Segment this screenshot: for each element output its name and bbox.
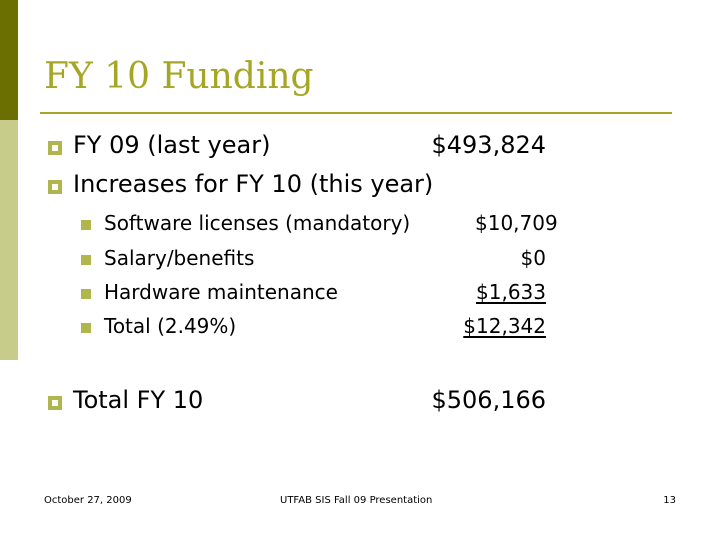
square-bullet-icon [48,180,62,194]
increases-label: Increases for FY 10 (this year) [73,170,434,198]
square-bullet-icon [81,255,91,265]
hardware-maintenance-label: Hardware maintenance [104,280,338,304]
sidebar-accent-light [0,120,18,360]
total-fy10-label: Total FY 10 [73,386,204,414]
square-bullet-icon [48,141,62,155]
square-bullet-icon [81,220,91,230]
square-bullet-icon [48,396,62,410]
subtotal-label: Total (2.49%) [104,314,237,338]
salary-benefits-value: $0 [520,246,546,270]
footer-title: UTFAB SIS Fall 09 Presentation [280,495,433,506]
software-licenses-label: Software licenses (mandatory) [104,211,411,235]
salary-benefits-label: Salary/benefits [104,246,255,270]
subtotal-value: $12,342 [463,314,546,338]
slide-title: FY 10 Funding [44,56,314,97]
fy09-label: FY 09 (last year) [73,131,271,159]
square-bullet-icon [81,289,91,299]
title-divider [40,112,672,114]
software-licenses-value: $10,709 [475,211,558,235]
square-bullet-icon [81,323,91,333]
hardware-maintenance-value: $1,633 [476,280,546,304]
footer-date: October 27, 2009 [44,495,132,506]
total-fy10-value: $506,166 [431,386,546,414]
sidebar-accent-dark [0,0,18,120]
fy09-value: $493,824 [431,131,546,159]
slide-number: 13 [663,495,676,506]
